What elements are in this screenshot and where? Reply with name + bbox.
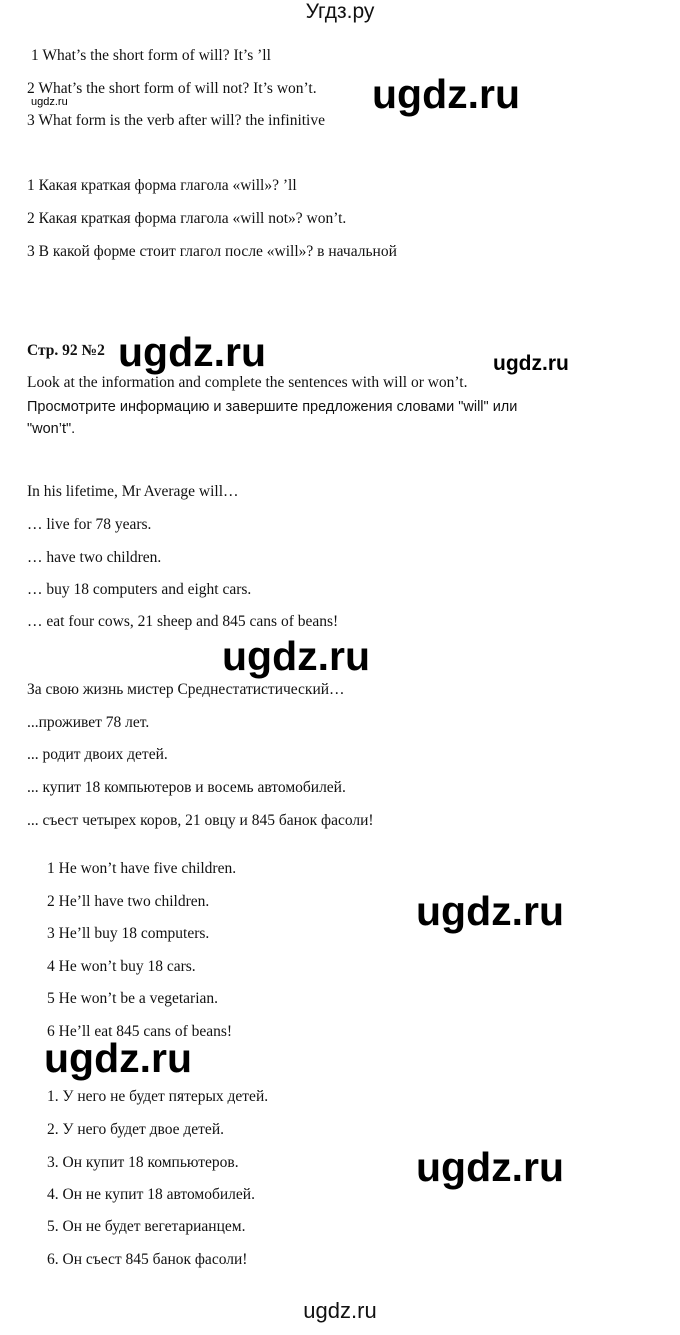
answer-ru-3: 3. Он купит 18 компьютеров. — [47, 1154, 239, 1171]
watermark: ugdz.ru — [416, 1144, 565, 1190]
question-ru-1: 1 Какая краткая форма глагола «will»? ’ll — [27, 177, 297, 194]
answer-ru-4: 4. Он не купит 18 автомобилей. — [47, 1186, 255, 1203]
info-en-item-3: … buy 18 computers and eight cars. — [27, 581, 252, 598]
question-en-3: 3 What form is the verb after will? the infinitive — [27, 112, 325, 129]
info-ru-item-2: ... родит двоих детей. — [27, 746, 168, 763]
site-header: Угдз.ру — [305, 0, 375, 23]
info-ru-intro: За свою жизнь мистер Среднестатистический… — [27, 681, 345, 698]
question-en-2: 2 What’s the short form of will not? It’s won’t. — [27, 80, 317, 97]
answer-en-5: 5 He won’t be a vegetarian. — [47, 990, 219, 1007]
watermark: ugdz.ru — [118, 329, 267, 375]
answer-ru-2: 2. У него будет двое детей. — [47, 1121, 224, 1138]
info-en-item-1: … live for 78 years. — [27, 516, 152, 533]
instruction-ru-line2: "won’t". — [27, 421, 76, 437]
info-en-item-4: … eat four cows, 21 sheep and 845 cans of beans! — [27, 613, 339, 630]
answer-en-1: 1 He won’t have five children. — [47, 860, 237, 877]
instruction-en: Look at the information and complete the sentences with will or won’t. — [27, 374, 468, 391]
watermark-medium: ugdz.ru — [493, 352, 569, 375]
answer-ru-1: 1. У него не будет пятерых детей. — [47, 1088, 269, 1105]
info-ru-item-3: ... купит 18 компьютеров и восемь автомобилей. — [27, 779, 346, 796]
info-en-intro: In his lifetime, Mr Average will… — [27, 483, 239, 500]
info-ru-item-4: ... съест четырех коров, 21 овцу и 845 банок фасоли! — [27, 812, 374, 829]
watermark-small: ugdz.ru — [31, 96, 68, 108]
watermark: ugdz.ru — [372, 71, 521, 117]
answer-en-4: 4 He won’t buy 18 cars. — [47, 958, 196, 975]
info-en-item-2: … have two children. — [27, 549, 162, 566]
answer-en-6: 6 He’ll eat 845 cans of beans! — [47, 1023, 233, 1040]
exercise-heading: Стр. 92 №2 — [27, 342, 105, 359]
question-en-1: 1 What’s the short form of will? It’s ’ll — [31, 47, 271, 64]
watermark: ugdz.ru — [222, 633, 371, 679]
instruction-ru-line1: Просмотрите информацию и завершите предложения словами "will" или — [27, 399, 518, 415]
watermark: ugdz.ru — [416, 888, 565, 934]
answer-en-3: 3 He’ll buy 18 computers. — [47, 925, 210, 942]
answer-en-2: 2 He’ll have two children. — [47, 893, 210, 910]
question-ru-2: 2 Какая краткая форма глагола «will not»? won’t. — [27, 210, 347, 227]
answer-ru-5: 5. Он не будет вегетарианцем. — [47, 1218, 246, 1235]
question-ru-3: 3 В какой форме стоит глагол после «will»? в начальной — [27, 243, 397, 260]
answer-ru-6: 6. Он съест 845 банок фасоли! — [47, 1251, 248, 1268]
site-footer: ugdz.ru — [303, 1298, 377, 1323]
info-ru-item-1: ...проживет 78 лет. — [27, 714, 150, 731]
watermark: ugdz.ru — [44, 1035, 193, 1081]
